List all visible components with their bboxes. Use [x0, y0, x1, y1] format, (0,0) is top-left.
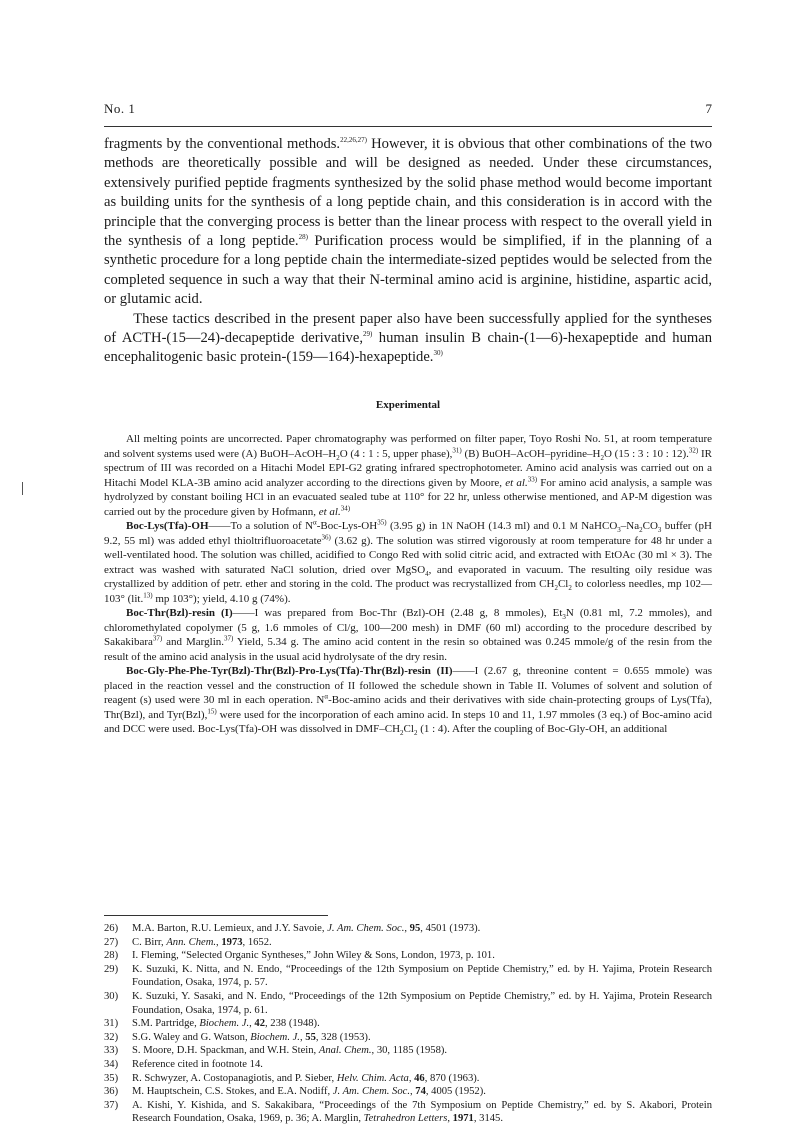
journal-number: No. 1	[104, 101, 136, 116]
reference-item: 26) M.A. Barton, R.U. Lemieux, and J.Y. Savoie, J. Am. Chem. Soc., 95, 4501 (1973).	[104, 923, 481, 934]
reference-item: 35) R. Schwyzer, A. Costopanagiotis, and P. Sieber, Helv. Chim. Acta, 46, 870 (1963).	[104, 1072, 480, 1084]
reference-item: 36) M. Hauptschein, C.S. Stokes, and E.A. Nodiff, J. Am. Chem. Soc., 74, 4005 (1952).	[104, 1086, 486, 1098]
header-rule	[104, 126, 712, 127]
footnote-rule	[104, 915, 328, 916]
reference-item: 33) S. Moore, D.H. Spackman, and W.H. Stein, Anal. Chem., 30, 1185 (1958).	[104, 1045, 448, 1057]
intro-paragraph-2: These tactics described in the present paper also have been successfully applied for the syntheses of ACTH-(15—24)-decapeptide derivative,$^{29)}$ human insulin B chain-(1—6)-hexapeptide and human encephalitogenic basic protein-(159—164)-hexapeptide.$^{30)}$	[104, 310, 712, 366]
experimental-paragraph-2: Boc-Lys(Tfa)-OH——To a solution of $N^\alpha-Boc-Lys-OH^{35)}$ (3.95 g) in 1N NaOH (14.3 ml) and 0.1 M $NaHCO_3-Na_2CO_3$ buffer (pH 9.2, 55 ml) was added ethyl thioltrifluoroacetate$^{36)}$ (3.62 g). The solution was stirred vigorously at room temperature for 48 hr under a well-ventilated hood. The solution was chilled, acidified to Congo Red with solid citric acid, and extracted with EtOAc (30 ml × 3). The extract was washed with saturated NaCl solution, dried over MgSO$_4$, and evaporated in vacuum. The resulting oily residue was crystallized by addition of petr. ether and storing in the cold. The product was recrystallized from $CH_2Cl_2$ to colorless needles, mp 102—103° (lit.$^{13)}$ mp 103°); yield, 4.10 g (74%).	[104, 518, 713, 605]
reference-item: 37) A. Kishi, Y. Kishida, and S. Sakakibara, “Proceedings of the 7th Symposium on Peptide Chemistry,” ed. by S. Akabori, Protein Research Foundation, Osaka, 1969, p. 36; A. Marglin, Tetrahedron Letters, 1971, 3145.	[104, 1099, 712, 1125]
experimental-paragraph-4: Boc-Gly-Phe-Phe-Tyr(Bzl)-Thr(Bzl)-Pro-Lys(Tfa)-Thr(Bzl)-resin (II)——I (2.67 g, threonine content = 0.655 mmole) was placed in the reaction vessel and the construction of II followed the schedule shown in Table II. Volumes of solvent and solution of reagent (s) used were 30 ml in each operation. $N^\alpha-Boc$-amino acids and their derivatives with side chain-protecting groups of Lys(Tfa), Thr(Bzl), and Tyr(Bzl),$^{15)}$ were used for the incorporation of each amino acid. In steps 10 and 11, 1.97 mmoles (3 eq.) of Boc-amino acid and DCC were used. Boc-Lys(Tfa)-OH was dissolved in DMF–$CH_2Cl_2$ (1 : 4). After the coupling of Boc-Gly-OH, an additional	[104, 665, 713, 738]
compound-heading: Boc-Thr(Bzl)-resin (I)	[126, 607, 233, 619]
reference-list	[104, 922, 712, 1126]
reference-item: 27) C. Birr, Ann. Chem., 1973, 1652.	[104, 936, 272, 948]
page-number: 7	[705, 101, 712, 116]
experimental-paragraph-1: All melting points are uncorrected. Paper chromatography was performed on filter paper, Toyo Roshi No. 51, at room temperature and solvent systems used were (A) BuOH–$AcOH-H_2O$ (4 : 1 : 5, upper phase),$^{31)}$ (B) BuOH–$AcOH-pyridine-H_2O$ (15 : 3 : 10 : 12).$^{32)}$ IR spectrum of III was recorded on a Hitachi Model EPI-G2 grating infrared spectrophotometer. Amino acid analysis was carried out on a Hitachi Model KLA-3B amino acid analyzer according to the directions given by Moore, et al.$^{33)}$ For amino acid analysis, a sample was hydrolyzed by constant boiling HCl in an evacuated sealed tube at 110° for 22 hr, unless otherwise mentioned, and AP-M digestion was carried out by the procedure given by Hofmann, et al.$^{34)}$	[104, 433, 713, 518]
page-header	[104, 101, 712, 123]
compound-heading: Boc-Gly-Phe-Phe-Tyr(Bzl)-Thr(Bzl)-Pro-Lys(Tfa)-Thr(Bzl)-resin (II)	[126, 665, 453, 677]
experimental-paragraph-3: Boc-Thr(Bzl)-resin (I)——I was prepared from Boc-Thr (Bzl)-OH (2.48 g, 8 mmoles), $Et_3N$ (0.81 ml, 7.2 mmoles), and chloromethylated copolymer (5 g, 1.6 mmoles of Cl/g, 100—200 mesh) in DMF (60 ml) according to the procedure described by Sakakibara$^{37)}$ and Marglin.$^{37)}$ Yield, 5.34 g. The amino acid content in the resin so obtained was 0.245 mmole/g of the resin from the result of the amino acid analysis in the usual acid hydrolysate of the dry resin.	[104, 607, 712, 663]
reference-item: 28) I. Fleming, “Selected Organic Syntheses,” John Wiley & Sons, London, 1973, p. 101.	[104, 950, 495, 962]
reference-item: 34) Reference cited in footnote 14.	[104, 1058, 263, 1070]
compound-heading: Boc-Lys(Tfa)-OH	[126, 520, 209, 532]
reference-item: 29) K. Suzuki, K. Nitta, and N. Endo, “Proceedings of the 12th Symposium on Peptide Chemistry,” ed. by H. Yajima, Protein Research Foundation, Osaka, 1974, p. 57.	[104, 963, 712, 989]
intro-paragraph-1: fragments by the conventional methods.$^{22,26,27)}$ However, it is obvious that other combinations of the two methods are theoretically possible and will be designed as needed. Under these circumstances, extensively purified peptide fragments synthesized by the solid phase method would become important as building units for the synthesis of a long peptide chain, and this consideration is in accord with the principle that the converging process is better than the linear process with respect to the overall yield in the synthesis of a long peptide.$^{28)}$ Purification process would be simplified, if in the planning of a synthetic procedure for a long peptide chain the intermediate-sized peptides would be selected from the completed sequence in such a way that their N-terminal amino acid is arginine, histidine, aspartic acid, or glutamic acid.	[104, 136, 712, 308]
intro-text	[104, 135, 712, 368]
experimental-text	[104, 432, 712, 737]
reference-item: 30) K. Suzuki, Y. Sasaki, and N. Endo, “Proceedings of the 12th Symposium on Peptide Chemistry,” ed. by H. Yajima, Protein Research Foundation, Osaka, 1974, p. 61.	[104, 990, 712, 1016]
reference-item: 32) S.G. Waley and G. Watson, Biochem. J., 55, 328 (1953).	[104, 1031, 371, 1043]
margin-mark	[22, 482, 23, 495]
section-title: Experimental	[375, 399, 441, 411]
reference-item: 31) S.M. Partridge, Biochem. J., 42, 238 (1948).	[104, 1018, 320, 1030]
